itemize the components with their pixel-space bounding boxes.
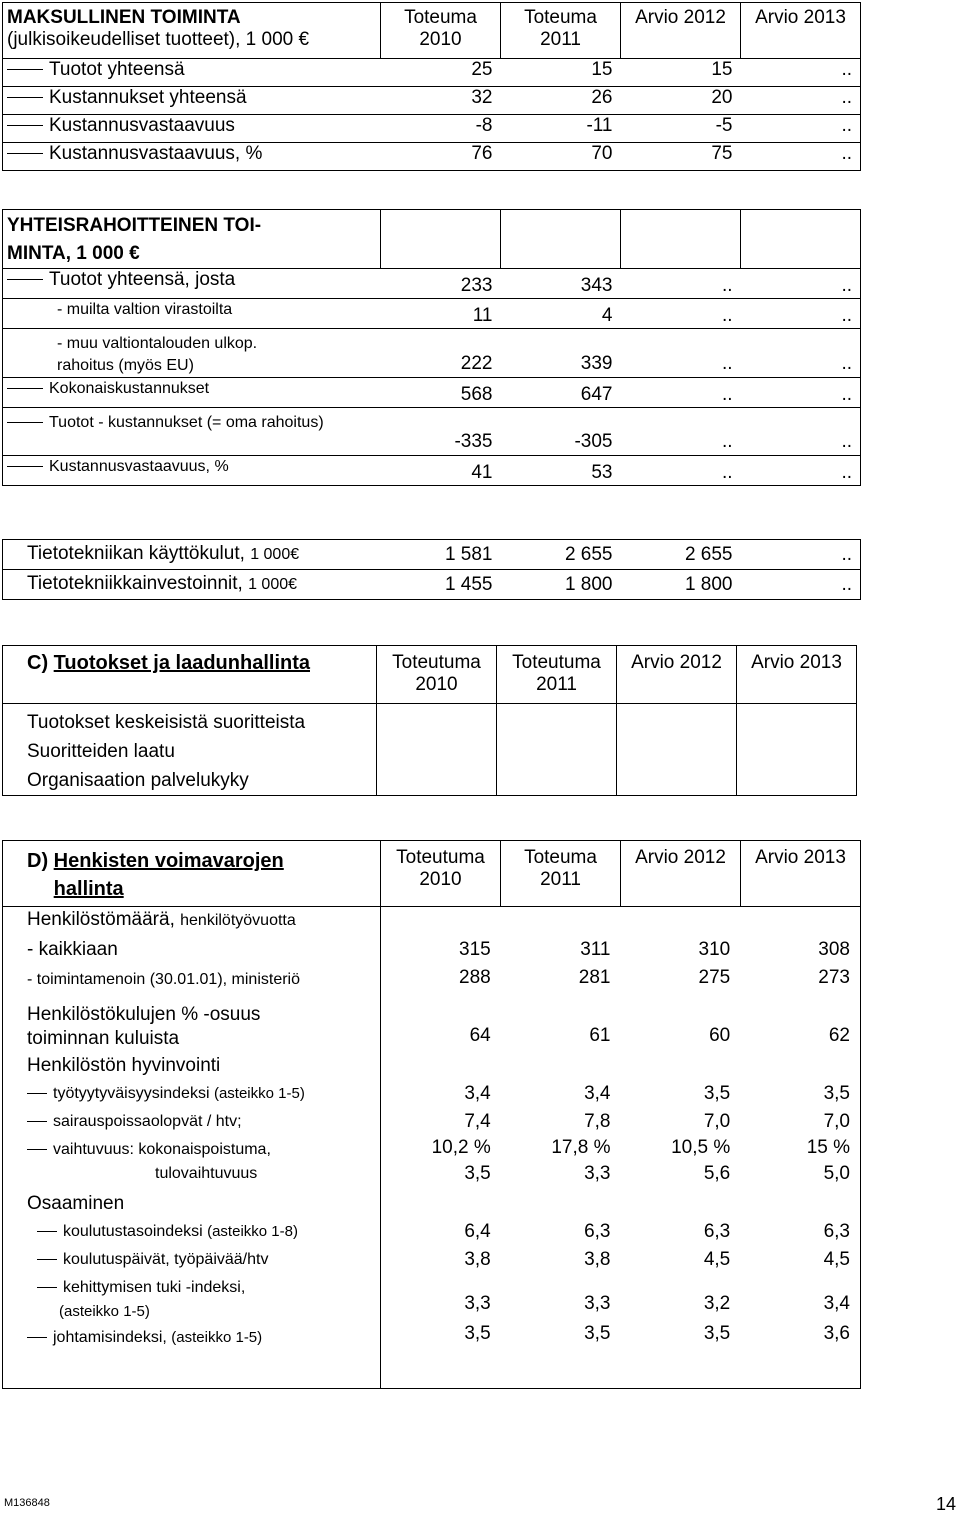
section-c-heading: C) Tuotokset ja laadunhallinta: [3, 646, 377, 704]
cell-value: 343: [501, 269, 621, 299]
table-row: [3, 408, 861, 456]
row-label: Tietotekniikkainvestoinnit,: [27, 573, 243, 594]
page-number: 14: [935, 1494, 956, 1514]
cell-value: 1 455: [381, 570, 501, 600]
table-row: [3, 570, 861, 600]
cell-value: ..: [621, 299, 741, 329]
table-row: [3, 456, 861, 486]
row-label: Kustannusvastaavuus, %: [49, 458, 229, 475]
row-label: Tuotot yhteensä, josta: [49, 269, 236, 290]
cell-value: -5: [621, 115, 741, 143]
row-label: - muilta valtion virastoilta: [57, 301, 233, 318]
row-label: Suoritteiden laatu: [27, 741, 175, 762]
col-header: Arvio 2012: [617, 646, 737, 704]
cell-value: 647: [501, 378, 621, 408]
cell-value: -8: [381, 115, 501, 143]
cell-value: 6,4: [464, 1221, 491, 1242]
cell-value: 3,4: [584, 1083, 611, 1104]
cell-value: 70: [501, 143, 621, 171]
cell-value: ..: [621, 378, 741, 408]
row-scale: (asteikko 1-5): [59, 1303, 150, 1320]
row-label: työtyytyväisyysindeksi: [53, 1085, 210, 1102]
col-header: Toteutuma 2010: [377, 646, 497, 704]
table-row: [3, 299, 861, 329]
cell-value: -305: [501, 408, 621, 456]
cell-value: 64: [469, 1025, 491, 1046]
cell-value: 288: [459, 967, 491, 988]
cell-value: 308: [818, 939, 850, 960]
row-label: Kustannusvastaavuus: [49, 115, 235, 136]
cell-value: 5,6: [703, 1163, 731, 1184]
cell-value: 53: [501, 456, 621, 486]
cell-value: 15: [501, 59, 621, 87]
cell-value: 222: [381, 329, 501, 378]
table-row: [3, 115, 861, 143]
cell-value: 15 %: [806, 1137, 850, 1158]
cell-value: 3,5: [823, 1083, 850, 1104]
cell-value: 6,3: [584, 1221, 611, 1242]
cell-value: 25: [381, 59, 501, 87]
row-scale: (asteikko 1-8): [207, 1223, 298, 1240]
table-row: [381, 939, 860, 961]
cell-value: 339: [501, 329, 621, 378]
tietotekniikka-table: [2, 539, 861, 600]
cell-value: ..: [741, 299, 861, 329]
cell-value: ..: [741, 143, 861, 171]
cell-value: 7,0: [703, 1111, 731, 1132]
row-label: - muu valtiontalouden ulkop. rahoitus (myös EU): [57, 335, 258, 374]
cell-value: 3,3: [584, 1163, 611, 1184]
cell-value: 4,5: [703, 1249, 731, 1270]
row-unit: henkilötyövuotta: [180, 912, 296, 929]
cell-value: 315: [459, 939, 491, 960]
row-scale: (asteikko 1-5): [171, 1329, 263, 1346]
row-label: Kustannukset yhteensä: [49, 87, 247, 108]
cell-value: 60: [709, 1025, 731, 1046]
col-header: Toteuma 2010: [381, 3, 501, 59]
cell-value: 3,5: [703, 1083, 731, 1104]
col-header: Toteutuma 2010: [381, 841, 501, 907]
table-row: [381, 1111, 860, 1133]
row-label: vaihtuvuus: kokonaispoistuma,: [53, 1141, 271, 1158]
cell-value: 17,8 %: [551, 1137, 611, 1158]
row-label: Tuotokset keskeisistä suoritteista: [27, 712, 306, 733]
table-row: [381, 1323, 860, 1345]
cell-value: 26: [501, 87, 621, 115]
cell-value: 1 800: [501, 570, 621, 600]
table-row: [3, 329, 861, 378]
row-label: Kokonaiskustannukset: [49, 380, 210, 397]
table-row: [3, 87, 861, 115]
cell-value: 275: [698, 967, 731, 988]
cell-value: 5,0: [823, 1163, 850, 1184]
row-unit: 1 000€: [250, 546, 300, 563]
table-row: [381, 1025, 860, 1047]
cell-value: 6,3: [703, 1221, 731, 1242]
cell-value: 6,3: [823, 1221, 850, 1242]
table-row: [381, 1249, 860, 1271]
row-label: kehittymisen tuki -indeksi,: [63, 1279, 246, 1296]
cell-value: 3,8: [464, 1249, 491, 1270]
cell-value: 311: [580, 939, 611, 960]
cell-value: 1 800: [621, 570, 741, 600]
cell-value: 7,4: [464, 1111, 491, 1132]
section-d-values: [381, 907, 861, 1389]
cell-value: 62: [828, 1025, 850, 1046]
cell-value: ..: [741, 540, 861, 570]
cell-value: 2 655: [621, 540, 741, 570]
cell-value: 10,2 %: [431, 1137, 491, 1158]
cell-value: ..: [741, 408, 861, 456]
cell-value: 7,8: [584, 1111, 611, 1132]
table-row: [3, 269, 861, 299]
cell-value: 3,3: [584, 1293, 611, 1314]
row-label: sairauspoissaolopvät / htv;: [53, 1113, 242, 1130]
cell-value: 15: [621, 59, 741, 87]
section-b-heading: YHTEISRAHOITTEINEN TOI-MINTA, 1 000 €: [3, 210, 381, 269]
cell-value: 2 655: [501, 540, 621, 570]
cell-value: 3,5: [464, 1323, 491, 1344]
cell-value: 75: [621, 143, 741, 171]
col-header: Arvio 2012: [621, 841, 741, 907]
cell-value: 20: [621, 87, 741, 115]
cell-value: 3,4: [464, 1083, 491, 1104]
cell-value: 3,4: [823, 1293, 850, 1314]
cell-value: ..: [741, 570, 861, 600]
cell-value: 273: [818, 967, 850, 988]
row-label: Tuotot yhteensä: [49, 59, 185, 80]
cell-value: 41: [381, 456, 501, 486]
cell-value: ..: [741, 456, 861, 486]
cell-value: 4: [501, 299, 621, 329]
col-header: Arvio 2013: [737, 646, 857, 704]
table-row: [3, 59, 861, 87]
table-row: [3, 540, 861, 570]
row-label: Kustannusvastaavuus, %: [49, 143, 263, 164]
row-label: - kaikkiaan: [27, 939, 118, 960]
cell-value: ..: [621, 269, 741, 299]
cell-value: ..: [741, 87, 861, 115]
cell-value: 3,5: [703, 1323, 731, 1344]
row-label: Organisaation palvelukyky: [27, 770, 249, 791]
cell-value: 32: [381, 87, 501, 115]
cell-value: ..: [621, 329, 741, 378]
cell-value: 233: [381, 269, 501, 299]
col-header: Toteutuma 2011: [497, 646, 617, 704]
cell-value: 4,5: [823, 1249, 850, 1270]
cell-value: 3,5: [464, 1163, 491, 1184]
table-row: [381, 1293, 860, 1315]
col-header: Toteuma 2011: [501, 3, 621, 59]
col-header: Arvio 2013: [741, 841, 861, 907]
cell-value: 7,0: [823, 1111, 850, 1132]
cell-value: 76: [381, 143, 501, 171]
table-row: [381, 1163, 860, 1185]
row-label: Tuotot - kustannukset (= oma rahoitus): [49, 414, 324, 431]
cell-value: 61: [589, 1025, 611, 1046]
tuotokset-table: [2, 645, 857, 796]
row-label: Henkilöstökulujen % -osuus toiminnan kuluista: [27, 1004, 261, 1049]
cell-value: ..: [741, 59, 861, 87]
cell-value: ..: [741, 115, 861, 143]
maksullinen-toiminta-table: [2, 2, 861, 171]
row-label: - toimintamenoin (30.01.01), ministeriö: [27, 971, 301, 988]
cell-value: 3,6: [823, 1323, 850, 1344]
cell-value: ..: [741, 269, 861, 299]
row-label: Tietotekniikan käyttökulut,: [27, 543, 245, 564]
table-row: [3, 143, 861, 171]
yhteisrahoitteinen-table: [2, 209, 861, 486]
table-row: [381, 967, 860, 989]
row-label: Henkilöstömäärä,: [27, 909, 175, 930]
col-header: Toteuma 2011: [501, 841, 621, 907]
row-label: Henkilöstön hyvinvointi: [27, 1055, 221, 1076]
section-d-labels: [3, 907, 381, 1389]
cell-value: -11: [501, 115, 621, 143]
row-unit: 1 000€: [248, 576, 298, 593]
cell-value: 3,8: [584, 1249, 611, 1270]
table-row: [381, 1083, 860, 1105]
section-d-heading: D) Henkisten voimavarojen hallinta: [3, 841, 381, 907]
col-header: Arvio 2013: [741, 3, 861, 59]
row-scale: (asteikko 1-5): [213, 1085, 305, 1102]
cell-value: 3,3: [464, 1293, 491, 1314]
cell-value: 568: [381, 378, 501, 408]
table-row: [3, 378, 861, 408]
row-label: Osaaminen: [27, 1193, 125, 1214]
cell-value: ..: [621, 456, 741, 486]
table-row: [381, 1137, 860, 1159]
cell-value: 10,5 %: [671, 1137, 731, 1158]
document-code: M136848: [4, 1497, 50, 1509]
cell-value: -335: [381, 408, 501, 456]
col-header: Arvio 2012: [621, 3, 741, 59]
cell-value: ..: [741, 378, 861, 408]
cell-value: 310: [698, 939, 731, 960]
row-label: johtamisindeksi,: [53, 1329, 167, 1346]
table-row: [381, 1221, 860, 1243]
cell-value: ..: [621, 408, 741, 456]
row-label: tulovaihtuvuus: [155, 1165, 258, 1182]
cell-value: ..: [741, 329, 861, 378]
cell-value: 281: [578, 967, 611, 988]
henkisten-voimavarojen-table: [2, 840, 861, 1389]
cell-value: 3,2: [703, 1293, 731, 1314]
row-label: koulutuspäivät, työpäivää/htv: [63, 1251, 269, 1268]
row-label: koulutustasoindeksi: [63, 1223, 203, 1240]
section-a-heading: MAKSULLINEN TOIMINTA (julkisoikeudelliset tuotteet), 1 000 €: [3, 3, 381, 59]
cell-value: 11: [381, 299, 501, 329]
cell-value: 1 581: [381, 540, 501, 570]
cell-value: 3,5: [584, 1323, 611, 1344]
